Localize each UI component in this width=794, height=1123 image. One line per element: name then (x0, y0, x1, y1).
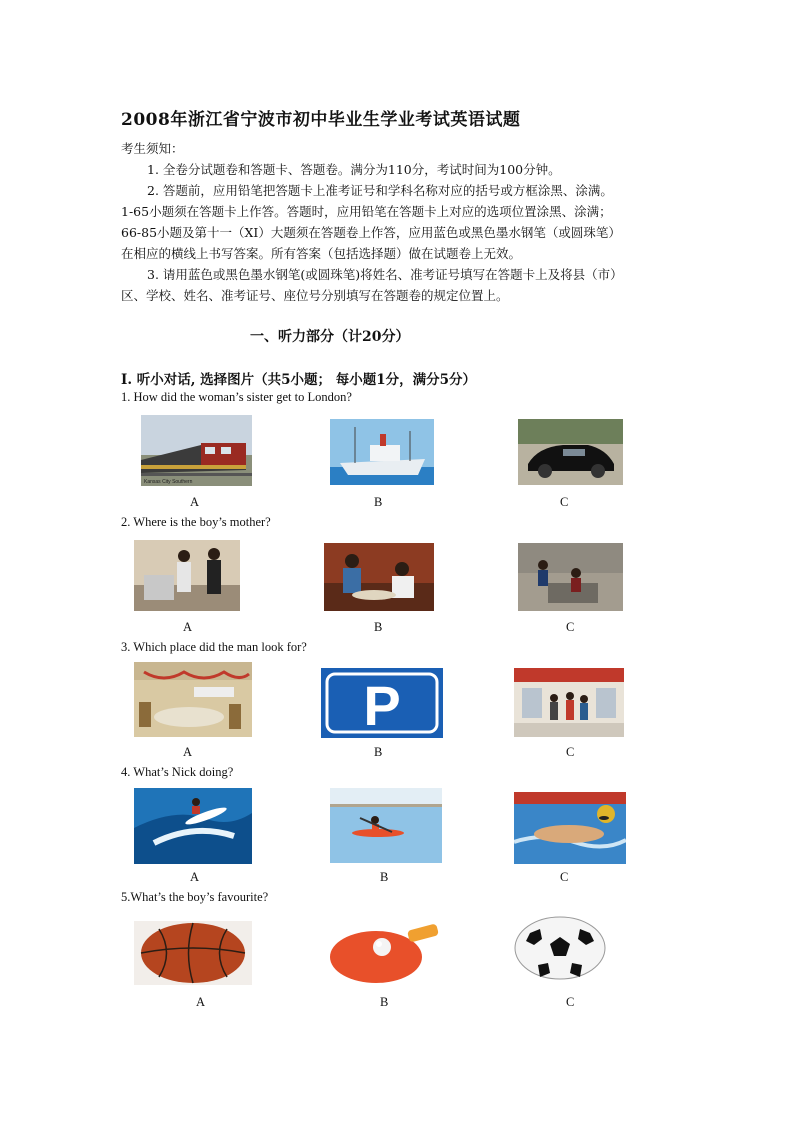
kayaking-picture (330, 788, 442, 863)
market-picture (514, 668, 624, 737)
option-2-a[interactable]: A (183, 620, 193, 634)
part-title: I. 听小对话, 选择图片（共5小题； 每小题1分，满分5分） (121, 372, 476, 388)
notice-line-4: 66-85小题及第十一（XI）大题须在答题卷上作答，应用蓝色或黑色墨水钢笔（或圆珠笔） (121, 225, 621, 240)
notice-line-7: 区、学校、姓名、准考证号、座位号分别填写在答题卷的规定位置上。 (121, 288, 509, 303)
ping-pong-paddle-picture (326, 919, 446, 985)
restaurant-picture (324, 543, 434, 611)
section-title: 一、听力部分（计20分） (250, 329, 410, 345)
option-2-c[interactable]: C (566, 620, 575, 634)
parking-sign-picture (321, 668, 443, 738)
question-4: 4. What’s Nick doing? (121, 765, 234, 779)
kitchen-picture (134, 540, 240, 611)
option-5-a[interactable]: A (196, 995, 206, 1009)
parking-letter: P (363, 674, 401, 737)
ship-picture (330, 419, 434, 485)
basketball-picture (134, 921, 252, 985)
option-1-b[interactable]: B (374, 495, 383, 509)
notice-line-2: 2. 答题前，应用铅笔把答题卡上准考证号和学科名称对应的括号或方框涂黑、涂满。 (147, 183, 613, 198)
question-2: 2. Where is the boy’s mother? (121, 515, 271, 529)
option-3-a[interactable]: A (183, 745, 193, 759)
question-1: 1. How did the woman’s sister get to London? (121, 390, 352, 404)
option-3-c[interactable]: C (566, 745, 575, 759)
option-5-b[interactable]: B (380, 995, 389, 1009)
option-2-b[interactable]: B (374, 620, 383, 634)
notice-line-5: 在相应的横线上书写答案。所有答案（包括选择题）做在试题卷上无效。 (121, 246, 522, 261)
option-4-a[interactable]: A (190, 870, 200, 884)
construction-picture (518, 543, 623, 611)
option-3-b[interactable]: B (374, 745, 383, 759)
surfing-picture (134, 788, 252, 864)
swimming-picture (514, 792, 626, 864)
car-picture (518, 419, 623, 485)
notice-line-6: 3. 请用蓝色或黑色墨水钢笔(或圆珠笔)将姓名、准考证号填写在答题卡上及将县（市） (147, 267, 623, 282)
question-5: 5.What’s the boy’s favourite? (121, 890, 269, 904)
soccer-ball-picture (510, 915, 610, 985)
notice-line-1: 1. 全卷分试题卷和答题卡、答题卷。满分为110分，考试时间为100分钟。 (147, 162, 561, 177)
notice-line-3: 1-65小题须在答题卡上作答。答题时，应用铅笔在答题卡上对应的选项位置涂黑、涂满； (121, 204, 612, 219)
dining-room-picture (134, 662, 252, 737)
option-5-c[interactable]: C (566, 995, 575, 1009)
question-3: 3. Which place did the man look for? (121, 640, 307, 654)
page-title: 2008年浙江省宁波市初中毕业生学业考试英语试题 (121, 110, 521, 130)
train-caption: Kansas City Southern (144, 479, 193, 485)
option-4-b[interactable]: B (380, 870, 389, 884)
train-picture (141, 415, 252, 486)
option-4-c[interactable]: C (560, 870, 569, 884)
notice-heading: 考生须知： (121, 141, 184, 156)
option-1-c[interactable]: C (560, 495, 569, 509)
option-1-a[interactable]: A (190, 495, 200, 509)
